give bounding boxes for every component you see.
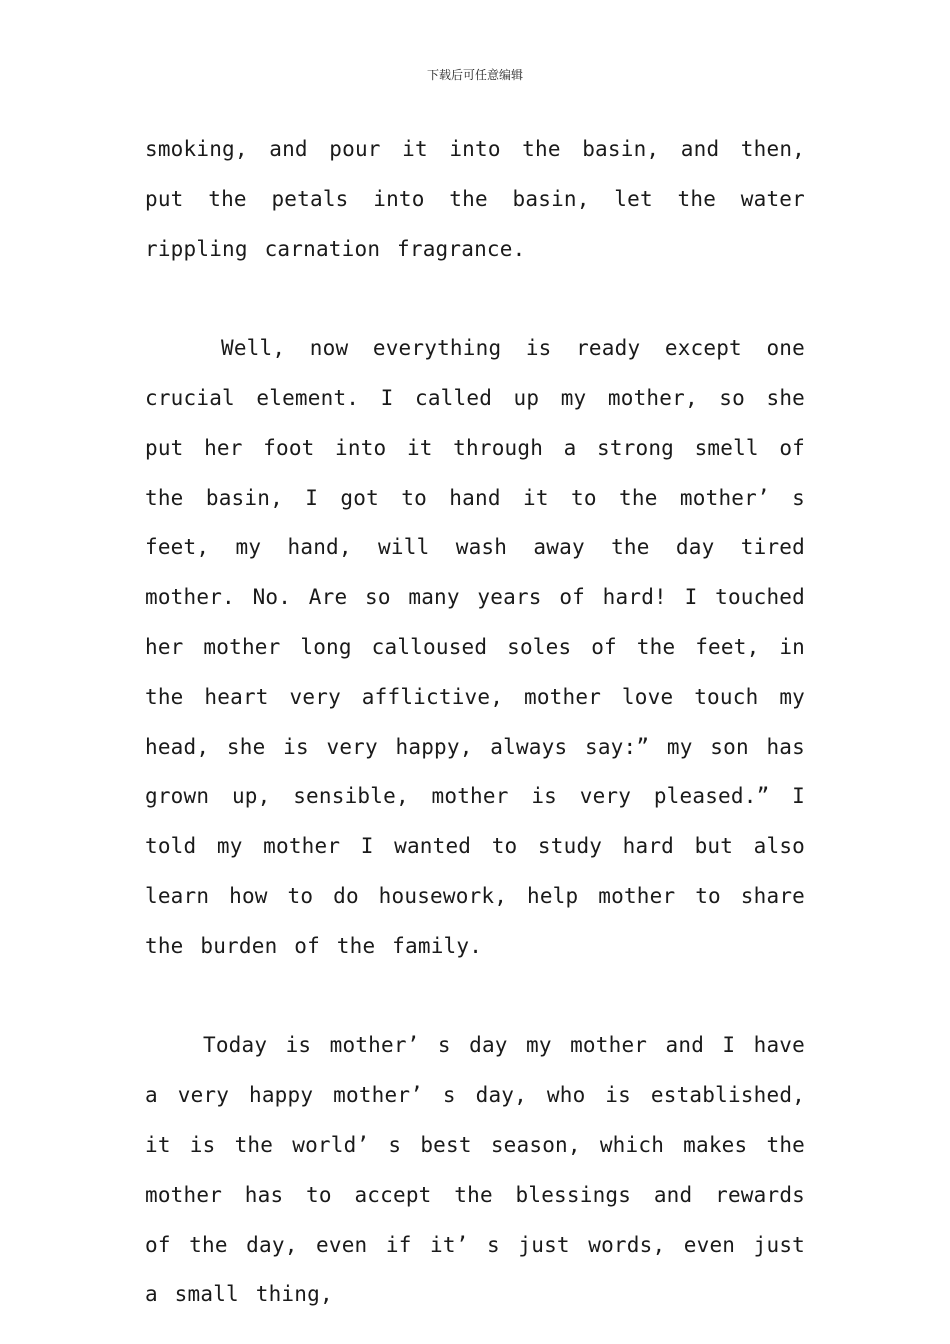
page-header: 下载后可任意编辑 <box>426 68 523 82</box>
paragraph-2: Well, now everything is ready except one crucial element. I called up my mother, so she put her foot into it through a strong smell of the basin, I got to hand it to the mother’ s feet, my hand, will wash away the day tired mother. No. Are so many years of hard! I touched her mother long calloused soles of the feet, in the heart very afflictive, mother love touch my head, she is very happy, always say:” my son has grown up, sensible, mother is very pleased.” I told my mother I wanted to study hard but also learn how to do housework, help mother to share the burden of the family. <box>145 336 805 958</box>
paragraph-1: smoking, and pour it into the basin, and then, put the petals into the basin, let the water rippling carnation fragrance. <box>145 137 805 261</box>
document-body <box>145 125 805 1320</box>
paragraph-3: Today is mother’ s day my mother and I have a very happy mother’ s day, who is established, it is the world’ s best season, which makes the mother has to accept the blessings and rewards of the day, even if it’ s just words, even just a small thing, <box>145 1033 805 1307</box>
